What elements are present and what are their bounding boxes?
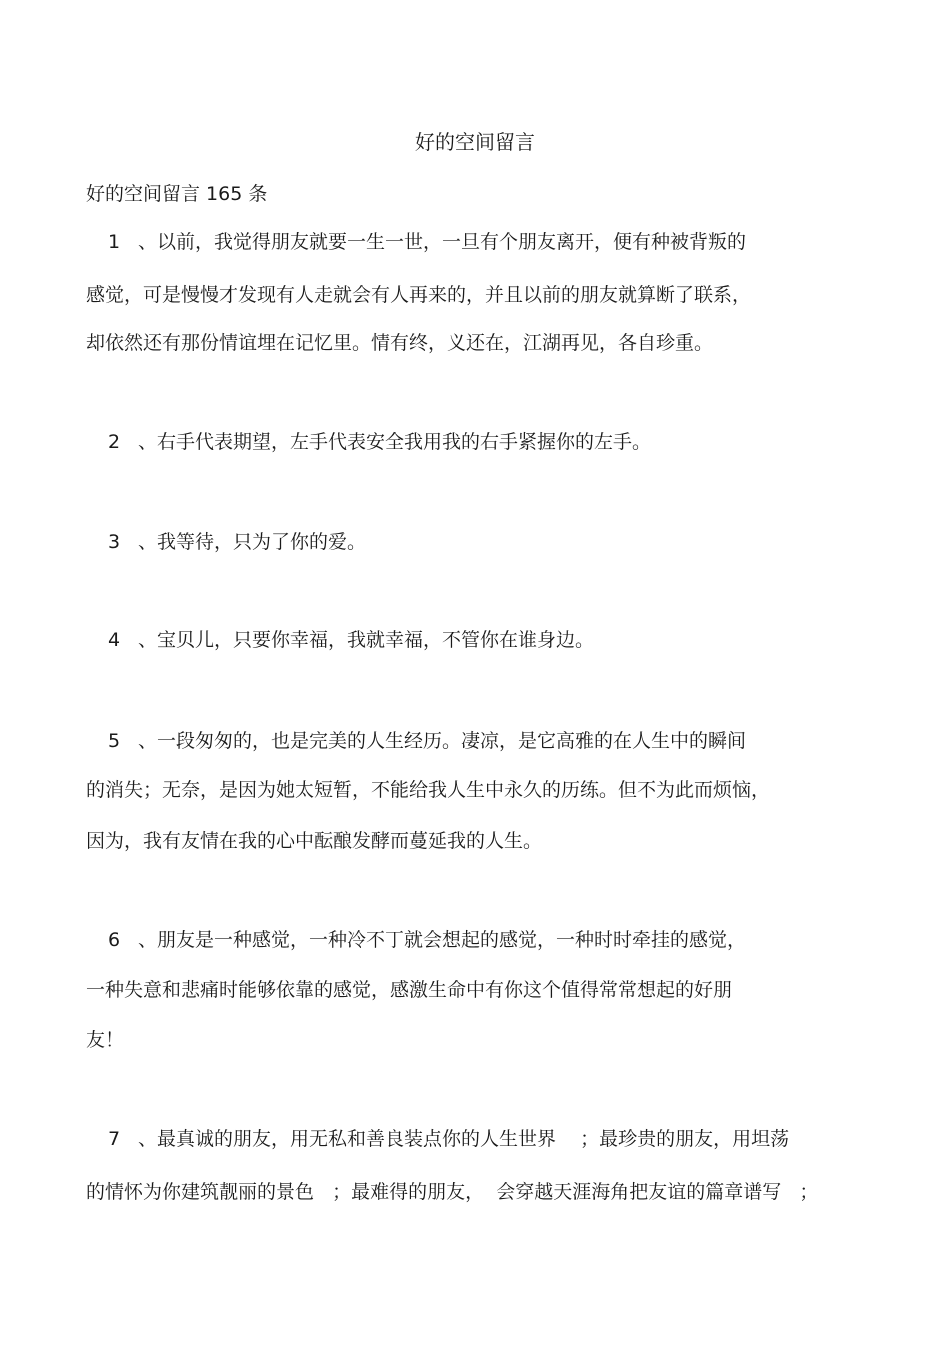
entry-text: 、我等待，只为了你的爱。: [138, 531, 367, 553]
entry-number: 6: [108, 929, 121, 951]
entry-line: 一种失意和悲痛时能够依靠的感觉，感激生命中有你这个值得常常想起的好朋: [86, 979, 733, 1001]
entry-number: 3: [108, 531, 121, 553]
entry-line: 因为，我有友情在我的心中酝酿发酵而蔓延我的人生。: [86, 830, 543, 852]
entry-text: 、一段匆匆的，也是完美的人生经历。凄凉，是它高雅的在人生中的瞬间: [138, 730, 747, 752]
entry-text: 、最真诚的朋友，用无私和善良装点你的人生世界 ；最珍贵的朋友，用坦荡: [138, 1128, 790, 1150]
entry-number: 2: [108, 431, 121, 453]
entry-number: 1: [108, 231, 121, 253]
entry-line: [108, 726, 746, 756]
entry-line: 友！: [86, 1029, 125, 1051]
entry-line: 感觉，可是慢慢才发现有人走就会有人再来的，并且以前的朋友就算断了联系，: [86, 284, 752, 306]
entry-number: 7: [108, 1128, 121, 1150]
entry-line: [108, 925, 746, 955]
entry-text: 、朋友是一种感觉，一种冷不丁就会想起的感觉，一种时时牵挂的感觉，: [138, 929, 747, 951]
entry-text: 、右手代表期望，左手代表安全我用我的右手紧握你的左手。: [138, 431, 652, 453]
entry-line: [108, 427, 651, 457]
document-subtitle: 好的空间留言 165 条: [86, 183, 268, 205]
entry-line: [108, 1124, 789, 1154]
entry-line: [108, 625, 594, 655]
entry-number: 5: [108, 730, 121, 752]
entry-line: 的消失；无奈，是因为她太短暂，不能给我人生中永久的历练。但不为此而烦恼，: [86, 779, 771, 801]
entry-line: 却依然还有那份情谊埋在记忆里。情有终，义还在，江湖再见，各自珍重。: [86, 332, 714, 354]
entry-line: [108, 527, 366, 557]
entry-text: 、宝贝儿，只要你幸福，我就幸福，不管你在谁身边。: [138, 629, 595, 651]
entry-line: 的情怀为你建筑靓丽的景色 ；最难得的朋友， 会穿越天涯海角把友谊的篇章谱写 ；: [86, 1181, 819, 1203]
entry-text: 、以前，我觉得朋友就要一生一世，一旦有个朋友离开，便有种被背叛的: [138, 231, 747, 253]
document-title: 好的空间留言: [415, 130, 535, 154]
entry-line: [108, 227, 746, 257]
entry-number: 4: [108, 629, 121, 651]
